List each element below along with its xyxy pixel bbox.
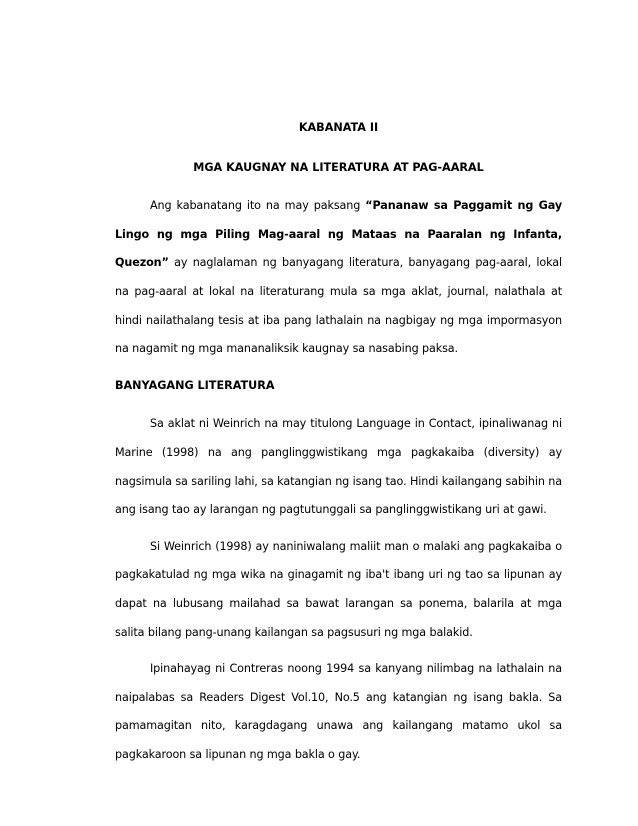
chapter-title: KABANATA II: [298, 121, 379, 134]
study-title: “Pananaw sa Paggamit ng Gay Lingo ng mga Piling Mag-aaral ng Mataas na Paaralan ng Infanta, Quezon”: [115, 199, 562, 270]
body-paragraph-3: Ipinahayag ni Contreras noong 1994 sa kanyang nilimbag na lathalain na naipalabas sa Readers Digest Vol.10, No.5 ang katangian ng isang bakla. Sa pamamagitan nito, karagdagang unawa ang kailangang matamo ukol sa pagkakaroon sa lipunan ng mga bakla o gay.: [115, 662, 562, 761]
body-paragraph-2: Si Weinrich (1998) ay naniniwalang maliit man o malaki ang pagkakaiba o pagkakatulad ng mga wika na ginagamit ng iba't ibang uri ng tao sa lipunan ay dapat na lubusang mailahad sa bawat larangan sa ponema, balarila at mga salita bilang pang-unang kailangan sa pagsusuri ng mga balakid.: [115, 539, 562, 639]
chapter-subtitle: MGA KAUGNAY NA LITERATURA AT PAG-AARAL: [193, 160, 484, 174]
document-page: [115, 114, 562, 777]
section-heading: BANYAGANG LITERATURA: [115, 378, 275, 392]
intro-paragraph: [115, 192, 562, 364]
body-paragraph-1: Sa aklat ni Weinrich na may titulong Language in Contact, ipinaliwanag ni Marine (1998) na ang panglinggwistikang mga pagkakaiba (diversity) ay nagsimula sa sariling lahi, sa katangian ng isang tao. Hindi kailangang sabihin na ang isang tao ay larangan ng pagtutunggali sa panglinggwistikang uri at gawi.: [115, 417, 562, 517]
intro-text-post: ay naglalaman ng banyagang literatura, banyagang pag-aaral, lokal na pag-aaral at lokal na literaturang mula sa mga aklat, journal, nalathala at hindi nailathalang tesis at iba pang lathalain na nagbigay ng mga impormasyon na nagamit ng mga mananaliksik kaugnay sa nasabing paksa.: [115, 256, 562, 356]
intro-text-pre: Ang kabanatang ito na may paksang: [150, 199, 366, 213]
